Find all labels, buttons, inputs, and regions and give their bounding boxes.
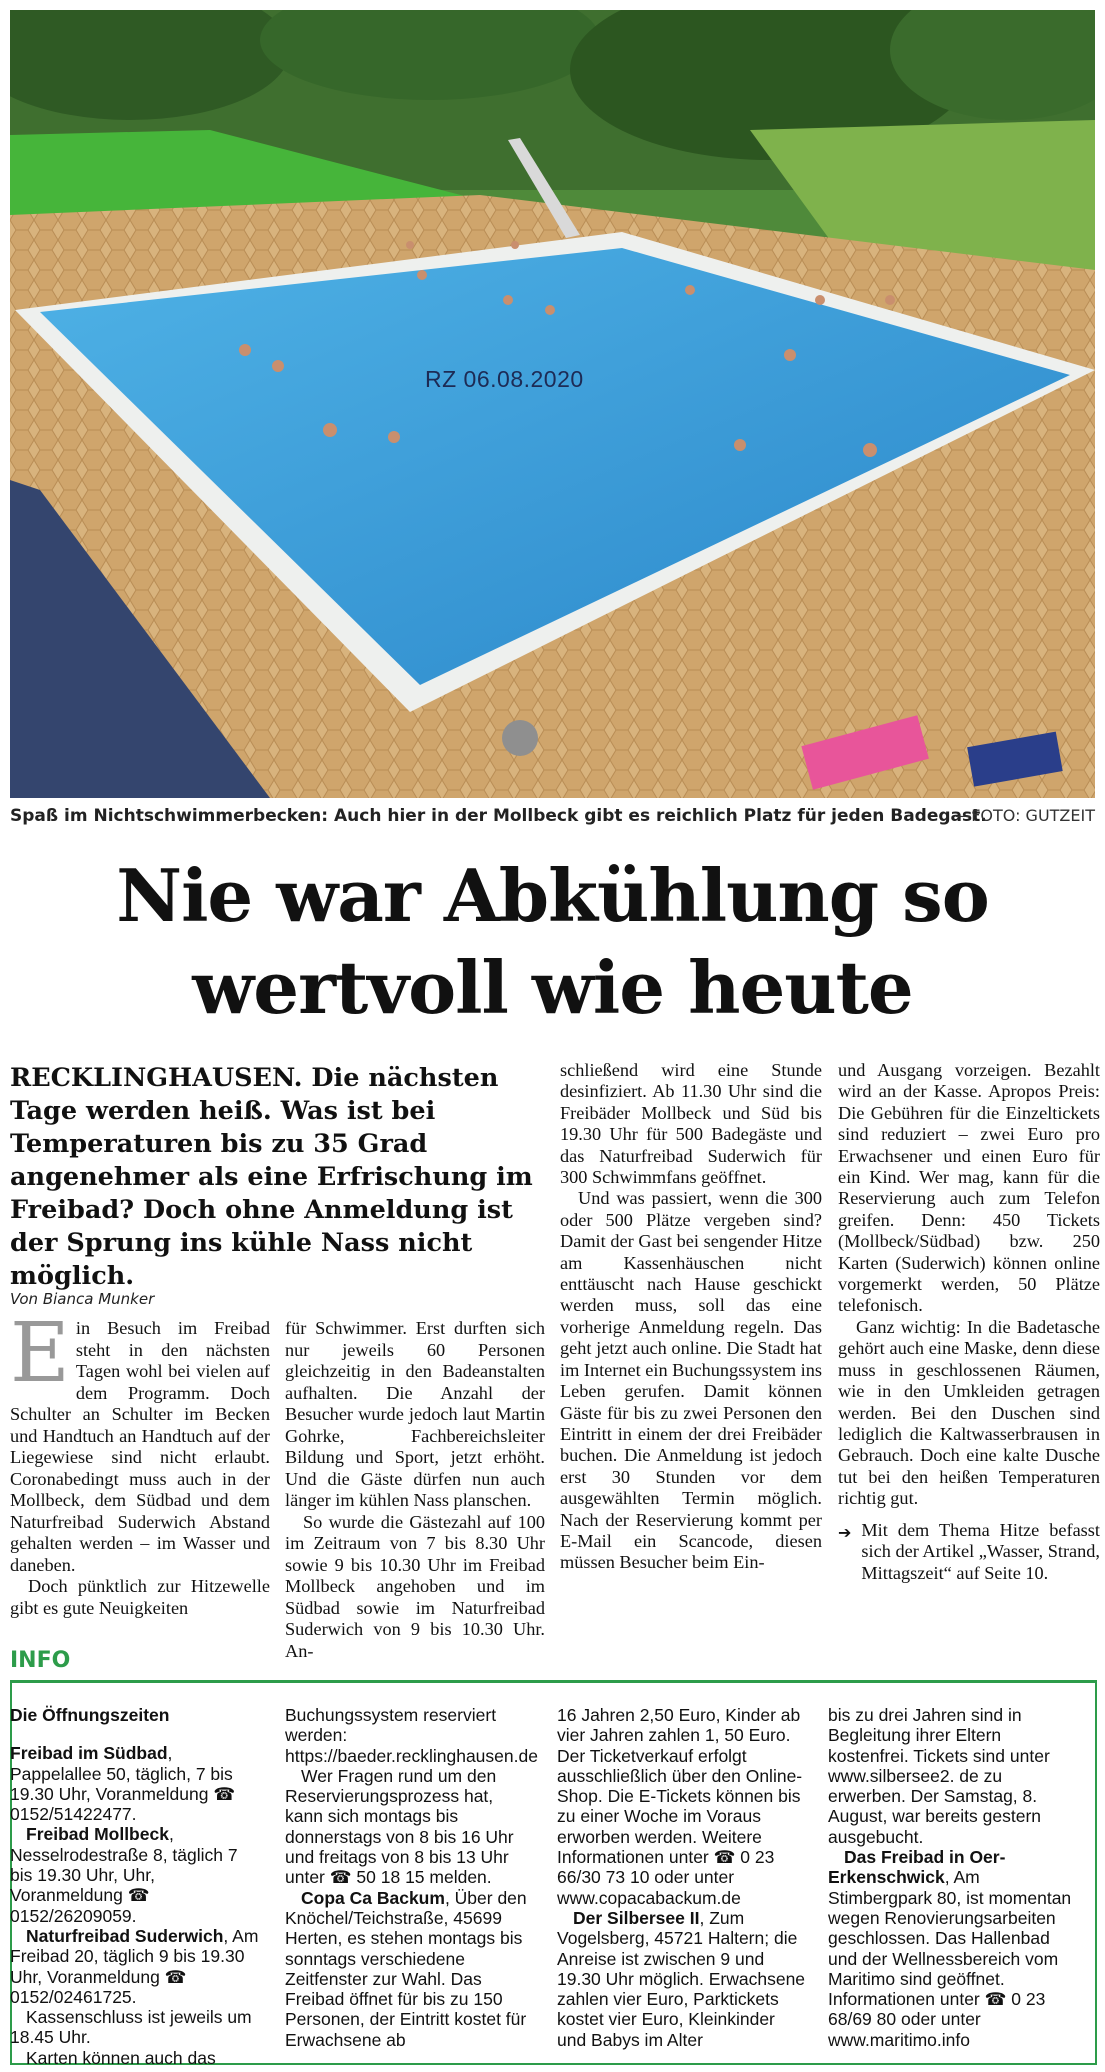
article-headline — [10, 850, 1095, 1034]
info-entry: Copa Ca Backum, Über den Knöchel/Teichstraße, 45699 Herten, es stehen montags bis sonntags verschiedene Zeitfenster zur Wahl. Das Freibad öffnet für bis zu 150 Personen, der Eintritt kostet für Erwachsene ab — [285, 1887, 527, 2050]
info-column-1 — [10, 1705, 260, 2068]
cross-reference — [838, 1520, 1100, 1585]
info-entry: Freibad im Südbad, Pappelallee 50, täglich, 7 bis 19.30 Uhr, Voranmeldung ☎ 0152/51422477. — [10, 1743, 236, 1825]
photo-credit: —FOTO: GUTZEIT — [955, 806, 1095, 825]
body-column-4 — [838, 1060, 1100, 1584]
info-entry: Wer Fragen rund um den Reservierungsprozess hat, kann sich montags bis donnerstags von 8 bis 16 Uhr und freitags von 8 bis 13 Uhr unter ☎ 50 18 15 melden. — [285, 1765, 514, 1888]
info-label: INFO — [10, 1648, 71, 1673]
body-column-2 — [285, 1318, 545, 1662]
info-column-4 — [828, 1705, 1078, 2050]
body-column-3 — [560, 1060, 822, 1574]
pool-photo-illustration — [10, 10, 1095, 798]
info-heading: Die Öffnungszeiten — [10, 1705, 170, 1725]
body-paragraph: für Schwimmer. Erst durften sich nur jeweils 60 Personen gleichzeitig in den Badeanstalten aufhalten. Die Anzahl der Besucher wurde jedoch laut Martin Gohrke, Fachbereichsleiter Bildung und Sport, jetzt erhöht. Und die Gäste dürfen nun auch länger im kühlen Nass planschen. — [285, 1318, 545, 1510]
body-paragraph: Und was passiert, wenn die 300 oder 500 Plätze vergeben sind? Damit der Gast bei sengender Hitze am Kassenhäuschen nicht enttäuscht nach Hause geschickt werden muss, soll das eine vorherige Anmeldung regeln. Das geht jetzt auch online. Die Stadt hat im Internet ein Buchungssystem ins Leben gerufen. Damit können Gäste für bis zu zwei Personen den Eintritt in einem der drei Freibäder buchen. Die Anmeldung ist jedoch erst 30 Stunden vor dem ausgewählten Termin möglich. Nach der Reservierung kommt per E-Mail ein Scancode, diesen müssen Besucher beim Ein- — [560, 1188, 822, 1573]
info-entry: Karten können auch das — [26, 2047, 216, 2068]
body-paragraph: Ganz wichtig: In die Badetasche gehört auch eine Maske, denn diese muss in geschlossenen Räumen, wie in den Umkleiden getragen werden. Bei den Duschen sind lediglich die Kaltwasserbrausen in Gebrauch. Doch eine kalte Dusche tut bei den heißen Temperaturen richtig gut. — [838, 1316, 1100, 1509]
body-paragraph: schließend wird eine Stunde desinfiziert. Ab 11.30 Uhr sind die Freibäder Mollbeck und Süd bis 19.30 Uhr für 500 Badegäste und das Naturfreibad Suderwich für 300 Schwimmfans geöffnet. — [560, 1060, 822, 1188]
body-paragraph: und Ausgang vorzeigen. Bezahlt wird an der Kasse. Apropos Preis: Die Gebühren für die Einzeltickets sind reduziert – zwei Euro pro Erwachsener und einen Euro für ein Kind. Wer mag, kann für die Reservierung auch zum Telefon greifen. Denn: 450 Tickets (Mollbeck/Südbad) bzw. 250 Karten (Suderwich) können online vorgemerkt werden, 50 Plätze telefonisch. — [838, 1060, 1100, 1316]
info-entry: bis zu drei Jahren sind in Begleitung ihrer Eltern kostenfrei. Tickets sind unter www.silbersee2. de zu erwerben. Der Samstag, 8. August, war bereits gestern ausgebucht. — [828, 1705, 1050, 1847]
info-entry: 16 Jahren 2,50 Euro, Kinder ab vier Jahren zahlen 1, 50 Euro. Der Ticketverkauf erfolgt ausschließlich über den Online-Shop. Die E-Tickets können bis zu einer Woche im Voraus erworben werden. Weitere Informationen unter ☎ 0 23 66/30 73 10 oder unter www.copacabackum.de — [557, 1705, 803, 1908]
info-entry: Das Freibad in Oer-Erkenschwick, Am Stimbergpark 80, ist momentan wegen Renovierungsarbeiten geschlossen. Das Hallenbad und der Wellnessbereich vom Maritimo sind geöffnet. Informationen unter ☎ 0 23 68/69 80 oder unter www.maritimo.info — [828, 1847, 1072, 2050]
byline: Von Bianca Munker — [10, 1290, 155, 1308]
info-entry: Naturfreibad Suderwich, Am Freibad 20, täglich 9 bis 19.30 Uhr, Voranmeldung ☎ 0152/02461725. — [10, 1925, 259, 2007]
body-column-1 — [10, 1306, 270, 1619]
headline-line-1: Nie war Abkühlung so — [116, 853, 989, 938]
article-lead: RECKLINGHAUSEN. Die nächsten Tage werden heiß. Was ist bei Temperaturen bis zu 35 Grad angenehmer als eine Erfrischung im Freibad? Doch ohne Anmeldung ist der Sprung ins kühle Nass nicht möglich. — [10, 1063, 533, 1291]
caption-text: Spaß im Nichtschwimmerbecken: Auch hier in der Mollbeck gibt es reichlich Platz für jeden Badegast. — [10, 806, 987, 826]
cross-reference-text: Mit dem Thema Hitze befasst sich der Artikel „Wasser, Strand, Mittagszeit“ auf Seite 10. — [861, 1519, 1100, 1583]
body-paragraph: So wurde die Gästezahl auf 100 im Zeitraum von 7 bis 8.30 Uhr sowie 9 bis 10.30 Uhr im Freibad Mollbeck angehoben und im Südbad sowie im Naturfreibad Suderwich von 9 bis 10.30 Uhr. An- — [285, 1511, 545, 1661]
body-paragraph: Doch pünktlich zur Hitzewelle gibt es gute Neuigkeiten — [10, 1576, 270, 1618]
article-photo — [10, 10, 1095, 798]
info-entry: Buchungssystem reserviert werden: https://baeder.recklinghausen.de — [285, 1705, 538, 1766]
info-entry: Freibad Mollbeck, Nesselrodestraße 8, täglich 7 bis 19.30 Uhr, Uhr, Voranmeldung ☎ 0152/26209059. — [10, 1824, 238, 1926]
drop-cap: E — [10, 1306, 70, 1401]
body-paragraph: Ein Besuch im Freibad steht in den nächsten Tagen wohl bei vielen auf dem Programm. Doch Schulter an Schulter im Becken und Handtuch an Handtuch auf der Liegewiese sind nicht erlaubt. Coronabedingt muss auch in der Mollbeck, dem Südbad und dem Naturfreibad Suderwich Abstand gehalten werden – im Wasser und daneben. — [10, 1306, 270, 1575]
info-entry: Kassenschluss ist jeweils um 18.45 Uhr. — [10, 2007, 252, 2048]
arrow-right-icon: ➔ — [838, 1522, 852, 1542]
photo-caption — [10, 806, 1095, 834]
info-column-2 — [285, 1705, 538, 2050]
headline-line-2: wertvoll wie heute — [192, 945, 913, 1030]
info-entry: Der Silbersee II, Zum Vogelsberg, 45721 Haltern; die Anreise ist zwischen 9 und 19.30 Uhr möglich. Erwachsene zahlen vier Euro, Parktickets kostet vier Euro, Kleinkinder und Babys im Alter — [557, 1907, 806, 2050]
date-stamp: RZ 06.08.2020 — [425, 366, 584, 392]
info-column-3 — [557, 1705, 807, 2050]
